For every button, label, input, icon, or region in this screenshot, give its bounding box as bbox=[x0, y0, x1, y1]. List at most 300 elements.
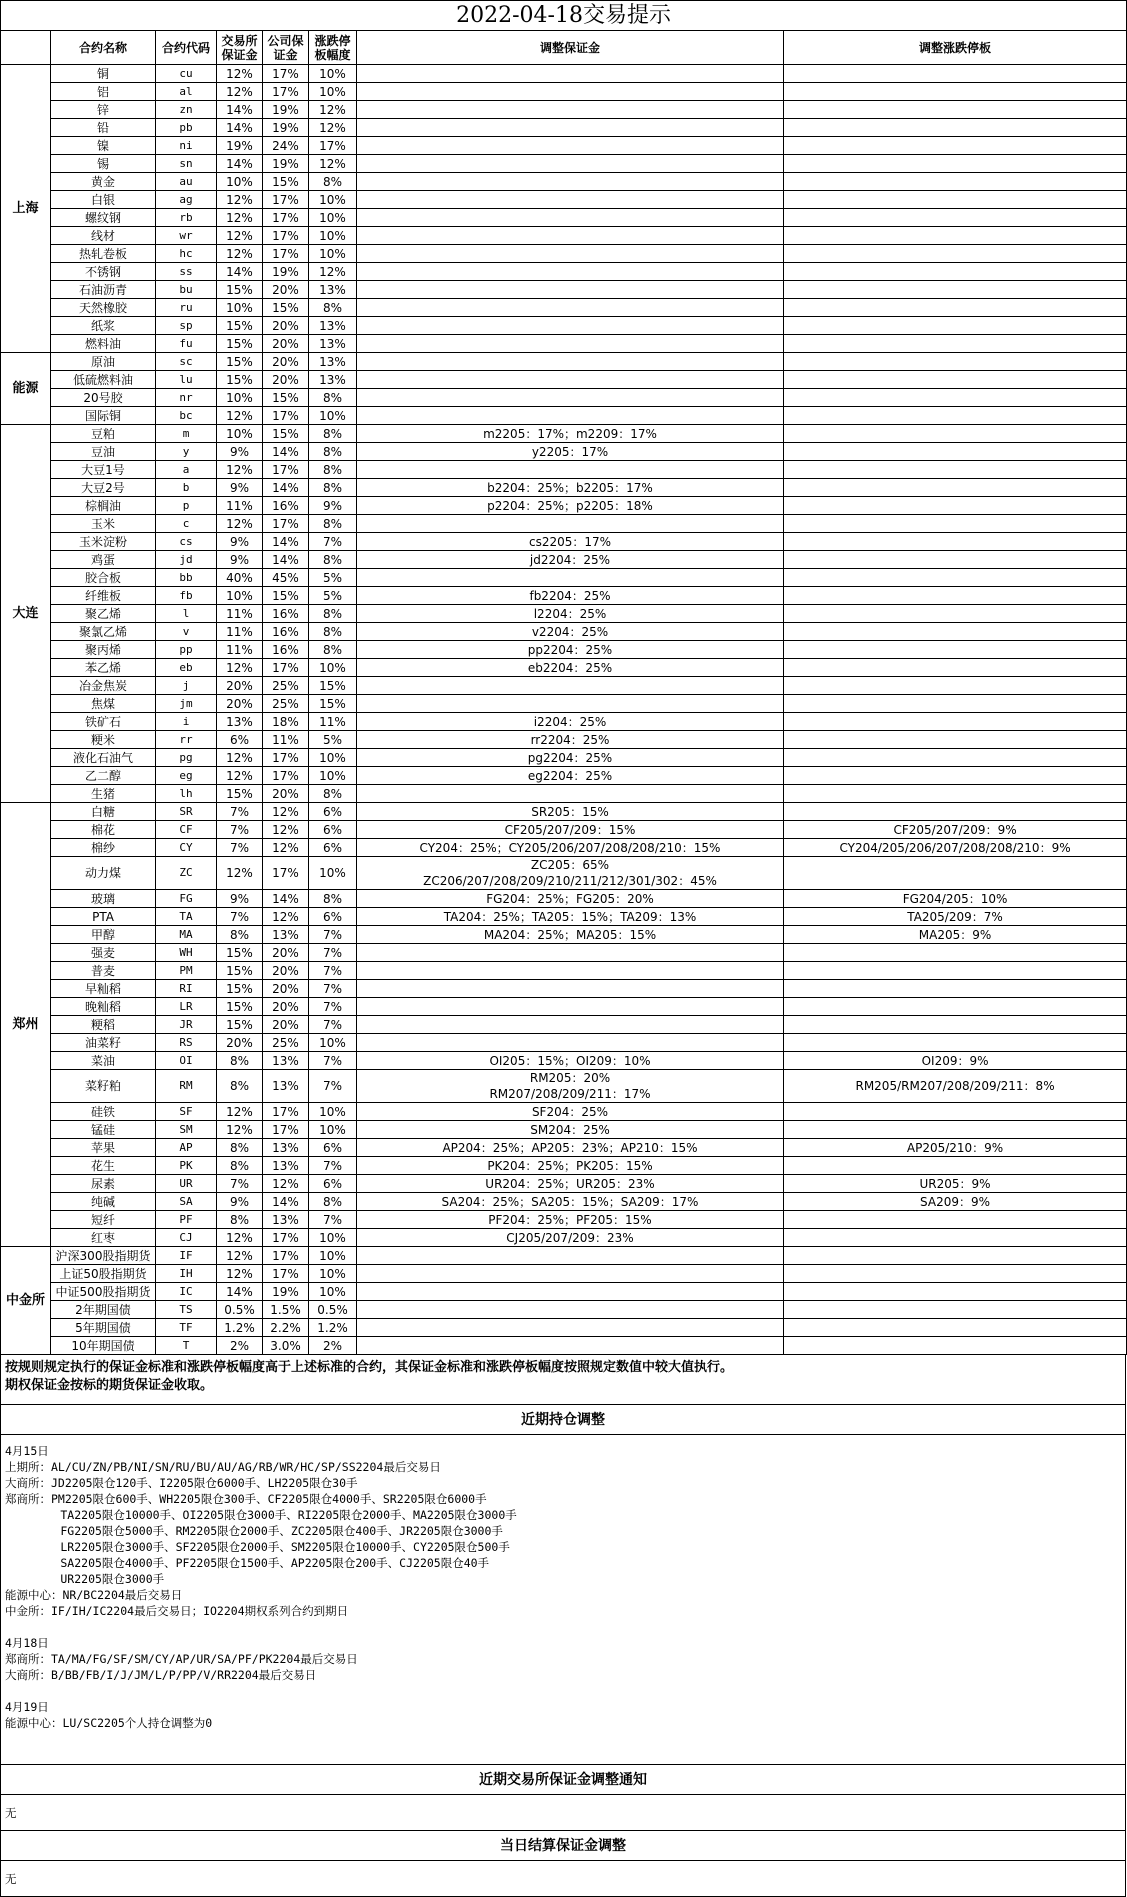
table-row bbox=[1, 962, 1127, 980]
exchange-margin: 11% bbox=[217, 605, 263, 623]
adjust-margin bbox=[357, 83, 784, 101]
adjust-limit: UR205：9% bbox=[784, 1175, 1127, 1193]
adjust-margin-line: rr2204：25% bbox=[530, 732, 610, 747]
table-row bbox=[1, 623, 1127, 641]
adjust-margin bbox=[357, 605, 784, 623]
contract-name: 不锈钢 bbox=[51, 263, 156, 281]
company-margin: 20% bbox=[263, 335, 309, 353]
adjust-margin bbox=[357, 962, 784, 980]
exchange-margin: 7% bbox=[217, 821, 263, 839]
contract-name: 螺纹钢 bbox=[51, 209, 156, 227]
price-limit: 2% bbox=[309, 1337, 357, 1355]
adjust-limit bbox=[784, 1319, 1127, 1337]
adjust-margin bbox=[357, 407, 784, 425]
exchange-margin: 14% bbox=[217, 1283, 263, 1301]
company-margin: 13% bbox=[263, 1157, 309, 1175]
adjust-limit bbox=[784, 551, 1127, 569]
exchange-margin: 15% bbox=[217, 980, 263, 998]
exchange-margin: 15% bbox=[217, 1016, 263, 1034]
exchange-margin: 8% bbox=[217, 926, 263, 944]
price-limit: 7% bbox=[309, 1157, 357, 1175]
price-limit: 6% bbox=[309, 1139, 357, 1157]
company-margin: 20% bbox=[263, 998, 309, 1016]
table-row bbox=[1, 1070, 1127, 1103]
table-row bbox=[1, 101, 1127, 119]
price-limit: 10% bbox=[309, 191, 357, 209]
adjust-margin bbox=[357, 515, 784, 533]
contract-name: 原油 bbox=[51, 353, 156, 371]
contract-code: i bbox=[156, 713, 217, 731]
price-limit: 13% bbox=[309, 371, 357, 389]
contract-code: CF bbox=[156, 821, 217, 839]
exchange-margin: 12% bbox=[217, 1229, 263, 1247]
exchange-margin: 12% bbox=[217, 659, 263, 677]
company-margin: 20% bbox=[263, 371, 309, 389]
adjust-margin-line: AP204：25%；AP205：23%；AP210：15% bbox=[442, 1140, 698, 1155]
adjust-margin-line: SM204：25% bbox=[530, 1122, 610, 1137]
contract-name: 聚氯乙烯 bbox=[51, 623, 156, 641]
adjust-limit bbox=[784, 713, 1127, 731]
contract-name: 红枣 bbox=[51, 1229, 156, 1247]
contract-code: al bbox=[156, 83, 217, 101]
price-limit: 10% bbox=[309, 1265, 357, 1283]
price-limit: 8% bbox=[309, 605, 357, 623]
company-margin: 12% bbox=[263, 839, 309, 857]
adjust-limit: FG204/205：10% bbox=[784, 890, 1127, 908]
table-row bbox=[1, 1247, 1127, 1265]
contract-code: ru bbox=[156, 299, 217, 317]
adjust-margin bbox=[357, 731, 784, 749]
adjust-limit bbox=[784, 605, 1127, 623]
company-margin: 20% bbox=[263, 980, 309, 998]
contract-code: wr bbox=[156, 227, 217, 245]
exchange-cell: 大连 bbox=[1, 425, 51, 803]
company-margin: 17% bbox=[263, 209, 309, 227]
settlement-title: 当日结算保证金调整 bbox=[0, 1831, 1126, 1861]
table-row bbox=[1, 803, 1127, 821]
exchange-margin: 2% bbox=[217, 1337, 263, 1355]
table-row bbox=[1, 389, 1127, 407]
rule-note-line-2: 期权保证金按标的期货保证金收取。 bbox=[5, 1378, 214, 1393]
contract-code: PF bbox=[156, 1211, 217, 1229]
price-limit: 13% bbox=[309, 335, 357, 353]
contract-name: 黄金 bbox=[51, 173, 156, 191]
adjust-margin-line: pp2204：25% bbox=[527, 642, 613, 657]
contract-name: 聚丙烯 bbox=[51, 641, 156, 659]
table-row bbox=[1, 317, 1127, 335]
contract-name: 白银 bbox=[51, 191, 156, 209]
adjust-margin bbox=[357, 101, 784, 119]
adjust-margin-line: SR205：15% bbox=[531, 804, 609, 819]
price-limit: 10% bbox=[309, 65, 357, 83]
contract-code: m bbox=[156, 425, 217, 443]
contract-code: RI bbox=[156, 980, 217, 998]
price-limit: 8% bbox=[309, 443, 357, 461]
adjust-limit bbox=[784, 335, 1127, 353]
contract-name: 白糖 bbox=[51, 803, 156, 821]
adjust-limit bbox=[784, 980, 1127, 998]
adjust-margin bbox=[357, 1157, 784, 1175]
adjust-margin-line: fb2204：25% bbox=[529, 588, 611, 603]
adjust-limit bbox=[784, 659, 1127, 677]
price-limit: 13% bbox=[309, 353, 357, 371]
exchange-margin: 12% bbox=[217, 1121, 263, 1139]
company-margin: 20% bbox=[263, 1016, 309, 1034]
header-code: 合约代码 bbox=[156, 31, 217, 65]
price-limit: 7% bbox=[309, 533, 357, 551]
adjust-margin bbox=[357, 1175, 784, 1193]
contract-code: IH bbox=[156, 1265, 217, 1283]
company-margin: 20% bbox=[263, 281, 309, 299]
adjust-limit: OI209：9% bbox=[784, 1052, 1127, 1070]
exchange-cell: 郑州 bbox=[1, 803, 51, 1247]
contract-code: cu bbox=[156, 65, 217, 83]
table-row bbox=[1, 1337, 1127, 1355]
table-row bbox=[1, 1283, 1127, 1301]
company-margin: 15% bbox=[263, 389, 309, 407]
company-margin: 12% bbox=[263, 803, 309, 821]
position-adjust-body: 4月15日 上期所：AL/CU/ZN/PB/NI/SN/RU/BU/AU/AG/RB/WR/HC/SP/SS2204最后交易日 大商所：JD2205限仓120手、I2205限仓6000手、LH2205限仓30手 郑商所：PM2205限仓600手、WH2205限仓300手、CF2205限仓4000手、SR2205限仓6000手 TA2205限仓10000手、OI2205限仓3000手、RI2205限仓2000手、MA2205限仓3000手 FG2205限仓5000手、RM2205限仓2000手、ZC2205限仓400手、JR2205限仓3000手 LR2205限仓3000手、SF2205限仓2000手、SM2205限仓10000手、CY2205限仓500手 SA2205限仓4000手、PF2205限仓1500手、AP2205限仓200手、CJ2205限仓40手 UR2205限仓3000手 能源中心：NR/BC2204最后交易日 中金所：IF/IH/IC2204最后交易日；IO2204期权系列合约到期日 4月18日 郑商所：TA/MA/FG/SF/SM/CY/AP/UR/SA/PF/PK2204最后交易日 大商所：B/BB/FB/I/J/JM/L/P/PP/V/RR2204最后交易日 4月19日 能源中心：LU/SC2205个人持仓调整为0 bbox=[0, 1435, 1126, 1765]
adjust-margin-line: jd2204：25% bbox=[529, 552, 611, 567]
contract-code: RM bbox=[156, 1070, 217, 1103]
adjust-margin bbox=[357, 1319, 784, 1337]
price-limit: 10% bbox=[309, 1229, 357, 1247]
price-limit: 15% bbox=[309, 677, 357, 695]
price-limit: 10% bbox=[309, 245, 357, 263]
company-margin: 20% bbox=[263, 785, 309, 803]
company-margin: 17% bbox=[263, 407, 309, 425]
adjust-margin-line: l2204：25% bbox=[533, 606, 607, 621]
table-row bbox=[1, 497, 1127, 515]
company-margin: 3.0% bbox=[263, 1337, 309, 1355]
exchange-margin: 9% bbox=[217, 890, 263, 908]
adjust-margin bbox=[357, 623, 784, 641]
price-limit: 7% bbox=[309, 1016, 357, 1034]
company-margin: 13% bbox=[263, 926, 309, 944]
contract-name: 强麦 bbox=[51, 944, 156, 962]
adjust-limit bbox=[784, 479, 1127, 497]
table-row bbox=[1, 695, 1127, 713]
price-limit: 7% bbox=[309, 926, 357, 944]
table-row bbox=[1, 119, 1127, 137]
contract-code: lh bbox=[156, 785, 217, 803]
contract-name: 低硫燃料油 bbox=[51, 371, 156, 389]
contract-code: T bbox=[156, 1337, 217, 1355]
contract-code: WH bbox=[156, 944, 217, 962]
adjust-limit bbox=[784, 803, 1127, 821]
adjust-limit bbox=[784, 515, 1127, 533]
exchange-margin: 10% bbox=[217, 587, 263, 605]
adjust-limit bbox=[784, 623, 1127, 641]
price-limit: 8% bbox=[309, 461, 357, 479]
company-margin: 18% bbox=[263, 713, 309, 731]
table-row bbox=[1, 551, 1127, 569]
company-margin: 14% bbox=[263, 551, 309, 569]
contract-code: c bbox=[156, 515, 217, 533]
contract-name: 晚籼稻 bbox=[51, 998, 156, 1016]
price-limit: 7% bbox=[309, 1052, 357, 1070]
contract-name: 焦煤 bbox=[51, 695, 156, 713]
company-margin: 17% bbox=[263, 1247, 309, 1265]
adjust-margin bbox=[357, 173, 784, 191]
company-margin: 17% bbox=[263, 191, 309, 209]
adjust-limit bbox=[784, 569, 1127, 587]
adjust-limit: TA205/209：7% bbox=[784, 908, 1127, 926]
company-margin: 12% bbox=[263, 908, 309, 926]
contract-code: au bbox=[156, 173, 217, 191]
price-limit: 7% bbox=[309, 998, 357, 1016]
exchange-margin: 10% bbox=[217, 389, 263, 407]
contract-code: ni bbox=[156, 137, 217, 155]
price-limit: 7% bbox=[309, 1070, 357, 1103]
exchange-margin: 8% bbox=[217, 1070, 263, 1103]
company-margin: 17% bbox=[263, 1229, 309, 1247]
exchange-margin: 10% bbox=[217, 425, 263, 443]
company-margin: 16% bbox=[263, 605, 309, 623]
adjust-margin bbox=[357, 1247, 784, 1265]
adjust-limit bbox=[784, 443, 1127, 461]
price-limit: 12% bbox=[309, 101, 357, 119]
table-row bbox=[1, 1052, 1127, 1070]
contract-name: 锌 bbox=[51, 101, 156, 119]
table-row bbox=[1, 353, 1127, 371]
contract-name: 乙二醇 bbox=[51, 767, 156, 785]
contract-code: CY bbox=[156, 839, 217, 857]
table-row bbox=[1, 83, 1127, 101]
exchange-margin: 7% bbox=[217, 908, 263, 926]
contract-code: b bbox=[156, 479, 217, 497]
contract-name: 花生 bbox=[51, 1157, 156, 1175]
price-limit: 8% bbox=[309, 890, 357, 908]
adjust-margin bbox=[357, 659, 784, 677]
contract-code: jm bbox=[156, 695, 217, 713]
price-limit: 8% bbox=[309, 425, 357, 443]
table-header-row bbox=[1, 31, 1127, 65]
contract-name: 玉米 bbox=[51, 515, 156, 533]
table-row bbox=[1, 785, 1127, 803]
adjust-margin bbox=[357, 317, 784, 335]
adjust-margin bbox=[357, 1121, 784, 1139]
company-margin: 15% bbox=[263, 425, 309, 443]
contract-name: 铝 bbox=[51, 83, 156, 101]
contract-code: TS bbox=[156, 1301, 217, 1319]
contract-code: ZC bbox=[156, 857, 217, 890]
adjust-margin bbox=[357, 551, 784, 569]
company-margin: 13% bbox=[263, 1052, 309, 1070]
price-limit: 10% bbox=[309, 83, 357, 101]
contract-name: 短纤 bbox=[51, 1211, 156, 1229]
adjust-limit bbox=[784, 1265, 1127, 1283]
contract-code: sp bbox=[156, 317, 217, 335]
exchange-margin: 12% bbox=[217, 1103, 263, 1121]
adjust-limit bbox=[784, 425, 1127, 443]
adjust-margin-line: TA204：25%；TA205：15%；TA209：13% bbox=[443, 909, 697, 924]
contract-code: hc bbox=[156, 245, 217, 263]
contract-name: 棉花 bbox=[51, 821, 156, 839]
price-limit: 10% bbox=[309, 659, 357, 677]
exchange-margin: 8% bbox=[217, 1157, 263, 1175]
table-row bbox=[1, 605, 1127, 623]
price-limit: 10% bbox=[309, 1103, 357, 1121]
price-limit: 10% bbox=[309, 1034, 357, 1052]
price-limit: 7% bbox=[309, 962, 357, 980]
contract-code: PM bbox=[156, 962, 217, 980]
company-margin: 19% bbox=[263, 1283, 309, 1301]
adjust-margin-line: eb2204：25% bbox=[527, 660, 613, 675]
exchange-margin: 7% bbox=[217, 803, 263, 821]
contract-code: y bbox=[156, 443, 217, 461]
table-row bbox=[1, 1265, 1127, 1283]
adjust-limit bbox=[784, 695, 1127, 713]
adjust-margin-line: CF205/207/209：15% bbox=[504, 822, 636, 837]
contract-name: 硅铁 bbox=[51, 1103, 156, 1121]
exchange-margin: 7% bbox=[217, 839, 263, 857]
adjust-margin bbox=[357, 1139, 784, 1157]
adjust-limit bbox=[784, 998, 1127, 1016]
company-margin: 2.2% bbox=[263, 1319, 309, 1337]
adjust-margin bbox=[357, 137, 784, 155]
price-limit: 10% bbox=[309, 209, 357, 227]
company-margin: 17% bbox=[263, 83, 309, 101]
company-margin: 25% bbox=[263, 1034, 309, 1052]
price-limit: 10% bbox=[309, 1121, 357, 1139]
price-limit: 10% bbox=[309, 1247, 357, 1265]
contract-name: 纯碱 bbox=[51, 1193, 156, 1211]
adjust-limit bbox=[784, 1283, 1127, 1301]
contract-name: 菜油 bbox=[51, 1052, 156, 1070]
table-row bbox=[1, 1157, 1127, 1175]
exchange-margin: 8% bbox=[217, 1211, 263, 1229]
table-row bbox=[1, 749, 1127, 767]
price-limit: 1.2% bbox=[309, 1319, 357, 1337]
adjust-limit bbox=[784, 1301, 1127, 1319]
adjust-margin bbox=[357, 944, 784, 962]
table-row bbox=[1, 407, 1127, 425]
adjust-margin-line: ZC205：65% bbox=[530, 858, 610, 872]
adjust-margin bbox=[357, 371, 784, 389]
company-margin: 17% bbox=[263, 461, 309, 479]
adjust-margin bbox=[357, 281, 784, 299]
company-margin: 17% bbox=[263, 659, 309, 677]
adjust-limit bbox=[784, 209, 1127, 227]
exchange-margin: 6% bbox=[217, 731, 263, 749]
table-row bbox=[1, 155, 1127, 173]
adjust-limit bbox=[784, 1034, 1127, 1052]
price-limit: 8% bbox=[309, 551, 357, 569]
company-margin: 17% bbox=[263, 1121, 309, 1139]
table-row bbox=[1, 641, 1127, 659]
company-margin: 17% bbox=[263, 767, 309, 785]
price-limit: 8% bbox=[309, 389, 357, 407]
exchange-margin: 13% bbox=[217, 713, 263, 731]
exchange-margin: 11% bbox=[217, 623, 263, 641]
contract-code: bc bbox=[156, 407, 217, 425]
exchange-margin: 11% bbox=[217, 497, 263, 515]
contract-name: 胶合板 bbox=[51, 569, 156, 587]
adjust-limit bbox=[784, 731, 1127, 749]
contract-name: 油菜籽 bbox=[51, 1034, 156, 1052]
adjust-limit bbox=[784, 962, 1127, 980]
table-row bbox=[1, 1016, 1127, 1034]
price-limit: 8% bbox=[309, 785, 357, 803]
exchange-margin: 10% bbox=[217, 299, 263, 317]
contract-code: v bbox=[156, 623, 217, 641]
adjust-limit: AP205/210：9% bbox=[784, 1139, 1127, 1157]
company-margin: 15% bbox=[263, 587, 309, 605]
adjust-margin bbox=[357, 1052, 784, 1070]
contract-code: cs bbox=[156, 533, 217, 551]
contract-code: SR bbox=[156, 803, 217, 821]
contract-name: 2年期国债 bbox=[51, 1301, 156, 1319]
exchange-cell: 中金所 bbox=[1, 1247, 51, 1355]
price-limit: 7% bbox=[309, 980, 357, 998]
contract-name: 动力煤 bbox=[51, 857, 156, 890]
table-row bbox=[1, 1034, 1127, 1052]
adjust-limit bbox=[784, 1157, 1127, 1175]
contract-code: PK bbox=[156, 1157, 217, 1175]
table-row bbox=[1, 425, 1127, 443]
price-limit: 5% bbox=[309, 569, 357, 587]
company-margin: 14% bbox=[263, 443, 309, 461]
exchange-margin: 15% bbox=[217, 353, 263, 371]
table-row bbox=[1, 659, 1127, 677]
company-margin: 13% bbox=[263, 1070, 309, 1103]
price-limit: 6% bbox=[309, 803, 357, 821]
contract-name: 甲醇 bbox=[51, 926, 156, 944]
adjust-limit: CY204/205/206/207/208/208/210：9% bbox=[784, 839, 1127, 857]
exchange-notice-title: 近期交易所保证金调整通知 bbox=[0, 1765, 1126, 1795]
contract-code: fu bbox=[156, 335, 217, 353]
adjust-limit bbox=[784, 641, 1127, 659]
contract-name: 豆油 bbox=[51, 443, 156, 461]
adjust-limit bbox=[784, 857, 1127, 890]
adjust-margin bbox=[357, 299, 784, 317]
exchange-margin: 15% bbox=[217, 944, 263, 962]
adjust-margin-line: i2204：25% bbox=[533, 714, 607, 729]
company-margin: 20% bbox=[263, 944, 309, 962]
header-limit: 涨跌停板幅度 bbox=[309, 31, 357, 65]
contract-code: AP bbox=[156, 1139, 217, 1157]
adjust-limit bbox=[784, 533, 1127, 551]
table-row bbox=[1, 980, 1127, 998]
adjust-limit bbox=[784, 101, 1127, 119]
adjust-limit: MA205：9% bbox=[784, 926, 1127, 944]
adjust-margin-line-2: ZC206/207/208/209/210/211/212/301/302：45% bbox=[423, 874, 717, 888]
price-limit: 10% bbox=[309, 749, 357, 767]
contract-name: 5年期国债 bbox=[51, 1319, 156, 1337]
contract-name: PTA bbox=[51, 908, 156, 926]
company-margin: 12% bbox=[263, 821, 309, 839]
table-row bbox=[1, 857, 1127, 890]
adjust-margin bbox=[357, 1070, 784, 1103]
price-limit: 5% bbox=[309, 587, 357, 605]
exchange-margin: 12% bbox=[217, 407, 263, 425]
contract-code: bu bbox=[156, 281, 217, 299]
adjust-margin-line: y2205：17% bbox=[531, 444, 609, 459]
table-row bbox=[1, 944, 1127, 962]
exchange-margin: 15% bbox=[217, 335, 263, 353]
adjust-limit bbox=[784, 497, 1127, 515]
exchange-cell: 上海 bbox=[1, 65, 51, 353]
adjust-margin bbox=[357, 587, 784, 605]
contract-name: 线材 bbox=[51, 227, 156, 245]
adjust-margin bbox=[357, 980, 784, 998]
adjust-margin bbox=[357, 1034, 784, 1052]
contract-name: 热轧卷板 bbox=[51, 245, 156, 263]
table-row bbox=[1, 1211, 1127, 1229]
adjust-limit bbox=[784, 461, 1127, 479]
table-row bbox=[1, 299, 1127, 317]
